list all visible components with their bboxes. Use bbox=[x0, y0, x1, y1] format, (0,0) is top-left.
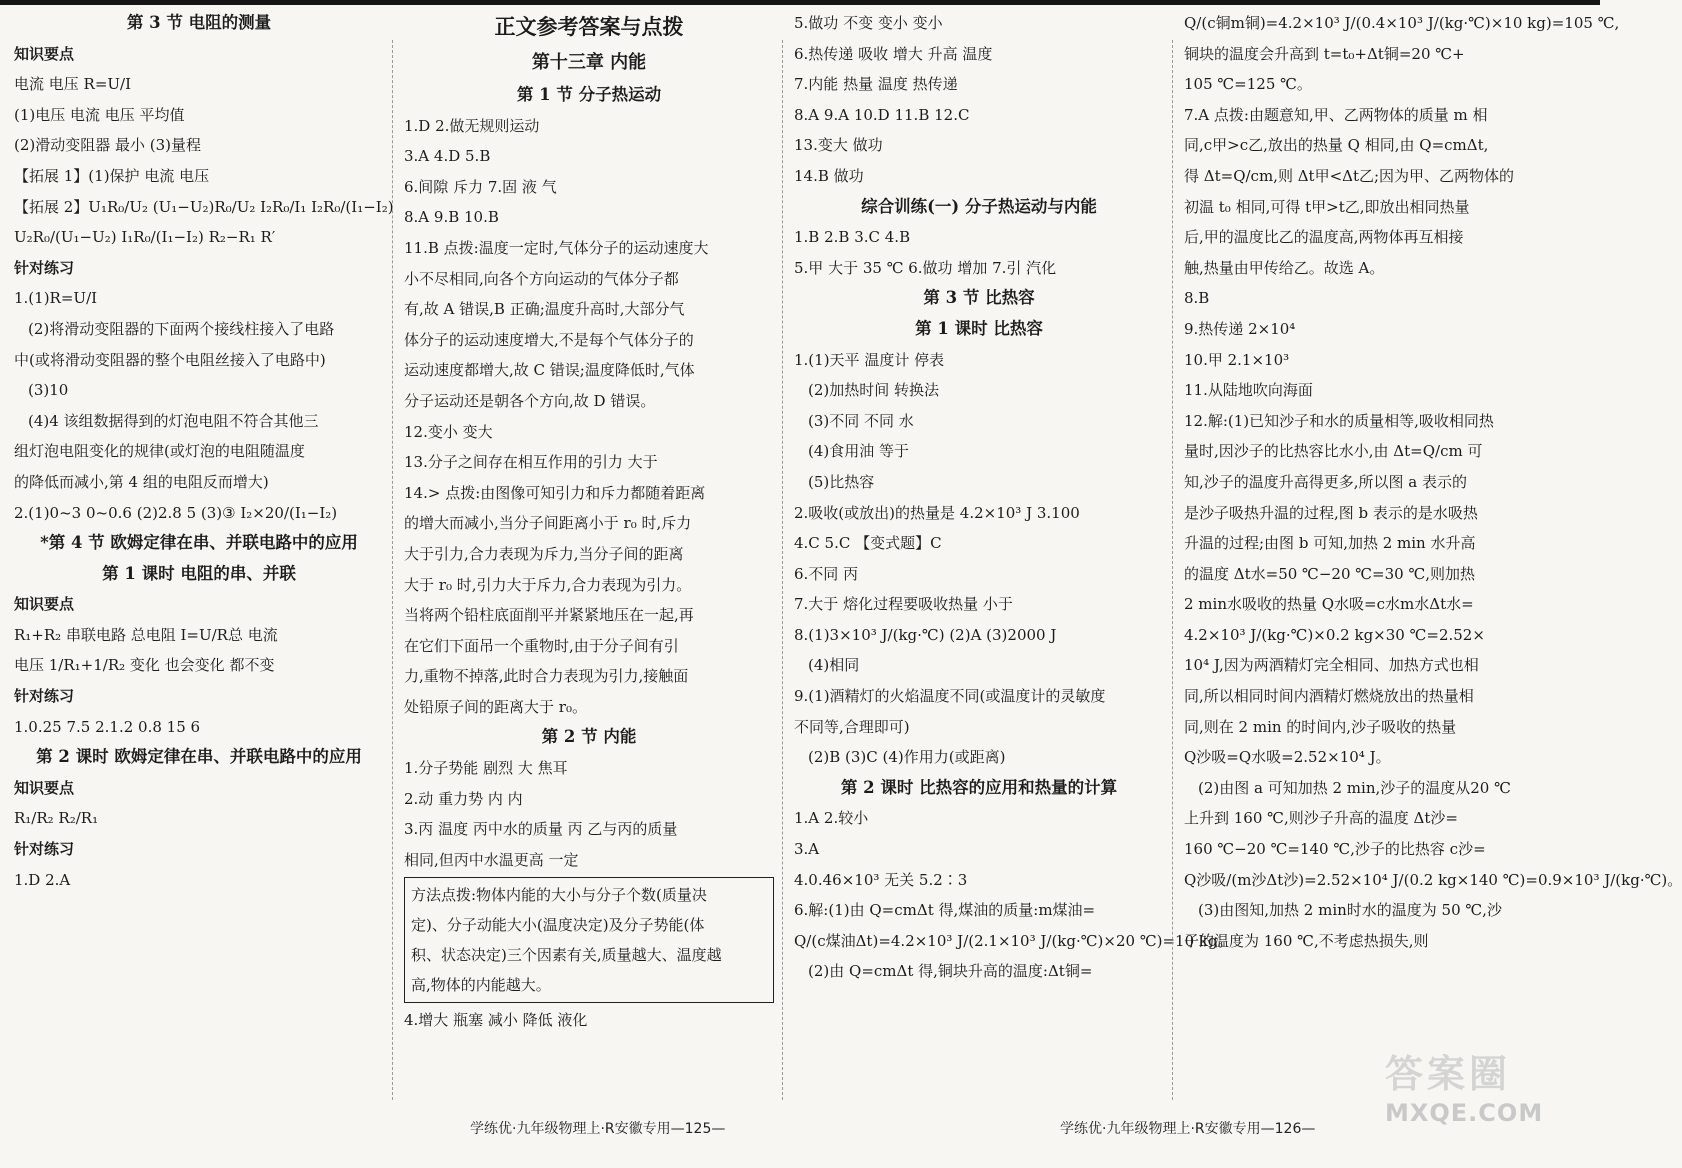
answer-line: 小不尽相同,向各个方向运动的气体分子都 bbox=[404, 269, 679, 288]
answer-line: 后,甲的温度比乙的温度高,两物体再互相接 bbox=[1184, 228, 1464, 247]
answer-line: 大于 r₀ 时,引力大于斥力,合力表现为引力。 bbox=[404, 575, 692, 594]
column-divider bbox=[1172, 40, 1173, 1100]
answer-line: 1.分子势能 剧烈 大 焦耳 bbox=[404, 759, 568, 778]
answer-line: (2)由 Q=cmΔt 得,铜块升高的温度:Δt铜= bbox=[808, 962, 1093, 981]
answer-line: 10.甲 2.1×10³ bbox=[1184, 350, 1290, 369]
answer-line: 12.变小 变大 bbox=[404, 422, 493, 441]
section-heading: 第 1 节 分子热运动 bbox=[516, 85, 662, 104]
answer-line: U₂R₀/(U₁−U₂) I₁R₀/(I₁−I₂) R₂−R₁ R′ bbox=[14, 228, 276, 247]
answer-line: 电压 1/R₁+1/R₂ 变化 也会变化 都不变 bbox=[14, 656, 275, 675]
answer-line: 10⁴ J,因为两酒精灯完全相同、加热方式也相 bbox=[1184, 656, 1479, 675]
answer-line: 6.不同 丙 bbox=[794, 564, 859, 583]
section-heading: 第 3 节 比热容 bbox=[923, 288, 1035, 308]
answer-line: 8.(1)3×10³ J/(kg·℃) (2)A (3)2000 J bbox=[794, 625, 1057, 644]
watermark-logo bbox=[1385, 1050, 1545, 1140]
section-heading: 第 1 课时 电阻的串、并联 bbox=[102, 563, 296, 583]
answer-line: 13.变大 做功 bbox=[794, 136, 883, 155]
answer-line: (2)滑动变阻器 最小 (3)量程 bbox=[14, 136, 202, 155]
section-heading: 第 2 课时 比热容的应用和热量的计算 bbox=[840, 777, 1118, 797]
method-tip-line: 方法点拨:物体内能的大小与分子个数(质量决 bbox=[411, 886, 707, 905]
answer-line: 上升到 160 ℃,则沙子升高的温度 Δt沙= bbox=[1184, 809, 1458, 828]
answer-line: 4.0.46×10³ 无关 5.2∶3 bbox=[794, 870, 968, 889]
answer-line: 11.B 点拨:温度一定时,气体分子的运动速度大 bbox=[404, 238, 709, 257]
method-tip-box bbox=[404, 877, 774, 1003]
answer-line: 4.C 5.C 【变式题】C bbox=[794, 534, 942, 553]
answer-line: 8.A 9.A 10.D 11.B 12.C bbox=[794, 105, 970, 124]
answer-line: (2)将滑动变阻器的下面两个接线柱接入了电路 bbox=[28, 319, 335, 338]
answer-line: 知,沙子的温度升高得更多,所以图 a 表示的 bbox=[1184, 472, 1468, 491]
answer-line: 2 min水吸收的热量 Q水吸=c水m水Δt水= bbox=[1184, 595, 1474, 614]
subsection-label: 知识要点 bbox=[14, 595, 75, 614]
answer-line: 中(或将滑动变阻器的整个电阻丝接入了电路中) bbox=[14, 350, 326, 369]
answer-line: (4)4 该组数据得到的灯泡电阻不符合其他三 bbox=[28, 411, 319, 430]
answer-line: (2)由图 a 可知加热 2 min,沙子的温度从20 ℃ bbox=[1198, 778, 1511, 797]
answer-line: 6.解:(1)由 Q=cmΔt 得,煤油的质量:m煤油= bbox=[794, 901, 1096, 920]
answer-line: (1)电压 电流 电压 平均值 bbox=[14, 105, 185, 124]
answer-line: 分子运动还是朝各个方向,故 D 错误。 bbox=[404, 391, 656, 410]
section-heading: 第 2 节 内能 bbox=[541, 727, 637, 747]
answer-line: 【拓展 1】(1)保护 电流 电压 bbox=[14, 166, 210, 185]
answer-line: (2)加热时间 转换法 bbox=[808, 381, 940, 400]
answer-line: 处铅原子间的距离大于 r₀。 bbox=[404, 697, 587, 716]
answer-line: Q沙吸/(m沙Δt沙)=2.52×10⁴ J/(0.2 kg×140 ℃)=0.9×10³ J/(kg·℃)。 bbox=[1184, 870, 1682, 889]
answer-line: 组灯泡电阻变化的规律(或灯泡的电阻随温度 bbox=[14, 442, 305, 461]
column-divider bbox=[782, 40, 783, 1100]
method-tip-line: 定)、分子动能大小(温度决定)及分子势能(体 bbox=[411, 916, 705, 935]
watermark-text: 答案圈 bbox=[1385, 1052, 1512, 1096]
answer-line: 3.A 4.D 5.B bbox=[404, 147, 491, 166]
subsection-label: 知识要点 bbox=[14, 778, 75, 797]
answer-line: 同,则在 2 min 的时间内,沙子吸收的热量 bbox=[1184, 717, 1457, 736]
answer-line: (5)比热容 bbox=[808, 472, 875, 491]
answer-line: 8.A 9.B 10.B bbox=[404, 208, 499, 227]
answer-line: 相同,但丙中水温更高 一定 bbox=[404, 850, 579, 869]
answer-line: (2)B (3)C (4)作用力(或距离) bbox=[808, 748, 1006, 767]
answer-line: Q/(c煤油Δt)=4.2×10³ J/(2.1×10³ J/(kg·℃)×20 ℃)=10 kg。 bbox=[794, 931, 1233, 950]
answer-line: 运动速度都增大,故 C 错误;温度降低时,气体 bbox=[404, 361, 695, 380]
answer-line: 【拓展 2】U₁R₀/U₂ (U₁−U₂)R₀/U₂ I₂R₀/I₁ I₂R₀/(I₁−I₂) bbox=[14, 197, 394, 216]
answer-line: 3.丙 温度 丙中水的质量 丙 乙与丙的质量 bbox=[404, 820, 678, 839]
answer-line: 电流 电压 R=U/I bbox=[14, 75, 132, 94]
column-4 bbox=[1184, 8, 1682, 956]
answer-line: Q/(c铜m铜)=4.2×10³ J/(0.4×10³ J/(kg·℃)×10 kg)=105 ℃, bbox=[1184, 14, 1620, 32]
answer-line: Q沙吸=Q水吸=2.52×10⁴ J。 bbox=[1184, 748, 1391, 767]
answer-line: (4)相同 bbox=[808, 656, 860, 675]
answer-line: 的降低而减小,第 4 组的电阻反而增大) bbox=[14, 472, 269, 491]
page-footer-left: 学练优·九年级物理上·R安徽专用—125— bbox=[470, 1121, 726, 1137]
column-divider bbox=[392, 40, 393, 1100]
answer-line: 的增大而减小,当分子间距离小于 r₀ 时,斥力 bbox=[404, 514, 692, 533]
answer-line: 13.分子之间存在相互作用的引力 大于 bbox=[404, 453, 658, 472]
page-top-border bbox=[0, 0, 1600, 5]
answer-line: (3)不同 不同 水 bbox=[808, 411, 914, 430]
method-tip-line: 积、状态决定)三个因素有关,质量越大、温度越 bbox=[411, 946, 722, 965]
answer-line: 14.B 做功 bbox=[794, 166, 864, 185]
answer-line: 铜块的温度会升高到 t=t₀+Δt铜=20 ℃+ bbox=[1184, 44, 1465, 63]
answer-line: 1.(1)R=U/I bbox=[14, 289, 98, 308]
answer-line: (3)由图知,加热 2 min时水的温度为 50 ℃,沙 bbox=[1198, 901, 1502, 920]
answer-line: 的温度 Δt水=50 ℃−20 ℃=30 ℃,则加热 bbox=[1184, 564, 1476, 583]
subsection-label: 针对练习 bbox=[14, 687, 75, 706]
answer-line: 同,c甲>c乙,放出的热量 Q 相同,由 Q=cmΔt, bbox=[1184, 136, 1489, 155]
section-heading: 第 3 节 电阻的测量 bbox=[126, 13, 272, 32]
answer-line: 8.B bbox=[1184, 289, 1210, 308]
section-heading: *第 4 节 欧姆定律在串、并联电路中的应用 bbox=[40, 533, 358, 553]
answer-line: 1.D 2.做无规则运动 bbox=[404, 116, 540, 135]
answer-line: 1.0.25 7.5 2.1.2 0.8 15 6 bbox=[14, 717, 201, 736]
answer-line: 升温的过程;由图 b 可知,加热 2 min 水升高 bbox=[1184, 534, 1476, 553]
answer-line: 11.从陆地吹向海面 bbox=[1184, 381, 1313, 400]
answer-line: 4.2×10³ J/(kg·℃)×0.2 kg×30 ℃=2.52× bbox=[1184, 625, 1485, 644]
section-heading: 第 1 课时 比热容 bbox=[915, 318, 1043, 338]
answer-line: 触,热量由甲传给乙。故选 A。 bbox=[1184, 258, 1385, 277]
section-heading: 综合训练(一) 分子热运动与内能 bbox=[861, 196, 1097, 216]
answer-line: 6.间隙 斥力 7.固 液 气 bbox=[404, 177, 557, 196]
answer-line: 2.动 重力势 内 内 bbox=[404, 789, 523, 808]
page-footer-right: 学练优·九年级物理上·R安徽专用—126— bbox=[1060, 1121, 1316, 1137]
answer-line: 2.(1)0~3 0~0.6 (2)2.8 5 (3)③ I₂×20/(I₁−I₂) bbox=[14, 503, 338, 522]
answer-line: 量时,因沙子的比热容比水小,由 Δt=Q/cm 可 bbox=[1184, 442, 1483, 461]
answer-line: 1.B 2.B 3.C 4.B bbox=[794, 228, 911, 247]
answer-line: 9.热传递 2×10⁴ bbox=[1184, 319, 1296, 338]
answer-line: 初温 t₀ 相同,可得 t甲>t乙,即放出相同热量 bbox=[1184, 197, 1470, 216]
answer-line: 子的温度为 160 ℃,不考虑热损失,则 bbox=[1184, 931, 1429, 950]
answer-line: 3.A bbox=[794, 840, 820, 859]
answer-line: 当将两个铅柱底面削平并紧紧地压在一起,再 bbox=[404, 606, 694, 625]
answer-line: 在它们下面吊一个重物时,由于分子间有引 bbox=[404, 636, 679, 655]
answer-line: 1.D 2.A bbox=[14, 870, 71, 889]
answer-line: 6.热传递 吸收 增大 升高 温度 bbox=[794, 44, 993, 63]
answer-line: (3)10 bbox=[28, 381, 69, 400]
answer-line: 是沙子吸热升温的过程,图 b 表示的是水吸热 bbox=[1184, 503, 1478, 522]
answer-line: 同,所以相同时间内酒精灯燃烧放出的热量相 bbox=[1184, 687, 1474, 706]
answer-line: (4)食用油 等于 bbox=[808, 442, 910, 461]
column-1 bbox=[14, 8, 394, 895]
answer-line: 7.内能 热量 温度 热传递 bbox=[794, 75, 958, 94]
answer-line: 12.解:(1)已知沙子和水的质量相等,吸收相同热 bbox=[1184, 411, 1494, 430]
answer-line: 2.吸收(或放出)的热量是 4.2×10³ J 3.100 bbox=[794, 503, 1080, 522]
answer-line: 体分子的运动速度增大,不是每个气体分子的 bbox=[404, 330, 694, 349]
answer-line: 1.A 2.较小 bbox=[794, 809, 869, 828]
answer-line: R₁/R₂ R₂/R₁ bbox=[14, 809, 99, 828]
watermark-url: MXQE.COM bbox=[1385, 1099, 1544, 1127]
answer-line: 大于引力,合力表现为斥力,当分子间的距离 bbox=[404, 544, 684, 563]
answer-line: 9.(1)酒精灯的火焰温度不同(或温度计的灵敏度 bbox=[794, 687, 1106, 706]
method-tip-line: 高,物体的内能越大。 bbox=[411, 976, 551, 995]
answer-line: 1.(1)天平 温度计 停表 bbox=[794, 350, 945, 369]
answer-line: 不同等,合理即可) bbox=[794, 717, 910, 736]
section-heading: 正文参考答案与点拨 bbox=[494, 14, 684, 39]
answer-line: 160 ℃−20 ℃=140 ℃,沙子的比热容 c沙= bbox=[1184, 840, 1486, 859]
answer-line: 5.做功 不变 变小 变小 bbox=[794, 14, 943, 32]
answer-line: 105 ℃=125 ℃。 bbox=[1184, 75, 1312, 94]
subsection-label: 针对练习 bbox=[14, 258, 75, 277]
answer-line: 得 Δt=Q/cm,则 Δt甲<Δt乙;因为甲、乙两物体的 bbox=[1184, 166, 1515, 185]
answer-line: 7.A 点拨:由题意知,甲、乙两物体的质量 m 相 bbox=[1184, 105, 1488, 124]
answer-line: 有,故 A 错误,B 正确;温度升高时,大部分气 bbox=[404, 300, 685, 319]
answer-line: 14.> 点拨:由图像可知引力和斥力都随着距离 bbox=[404, 483, 706, 502]
subsection-label: 针对练习 bbox=[14, 840, 75, 859]
section-heading: 第 2 课时 欧姆定律在串、并联电路中的应用 bbox=[36, 747, 362, 767]
answer-line: 4.增大 瓶塞 减小 降低 液化 bbox=[404, 1011, 588, 1030]
column-2 bbox=[404, 8, 774, 1036]
section-heading: 第十三章 内能 bbox=[531, 52, 647, 73]
answer-line: R₁+R₂ 串联电路 总电阻 I=U/R总 电流 bbox=[14, 625, 278, 644]
answer-line: 力,重物不掉落,此时合力表现为引力,接触面 bbox=[404, 667, 689, 686]
answer-line: 7.大于 熔化过程要吸收热量 小于 bbox=[794, 595, 1013, 614]
subsection-label: 知识要点 bbox=[14, 44, 75, 63]
answer-line: 5.甲 大于 35 ℃ 6.做功 增加 7.引 汽化 bbox=[794, 258, 1057, 277]
